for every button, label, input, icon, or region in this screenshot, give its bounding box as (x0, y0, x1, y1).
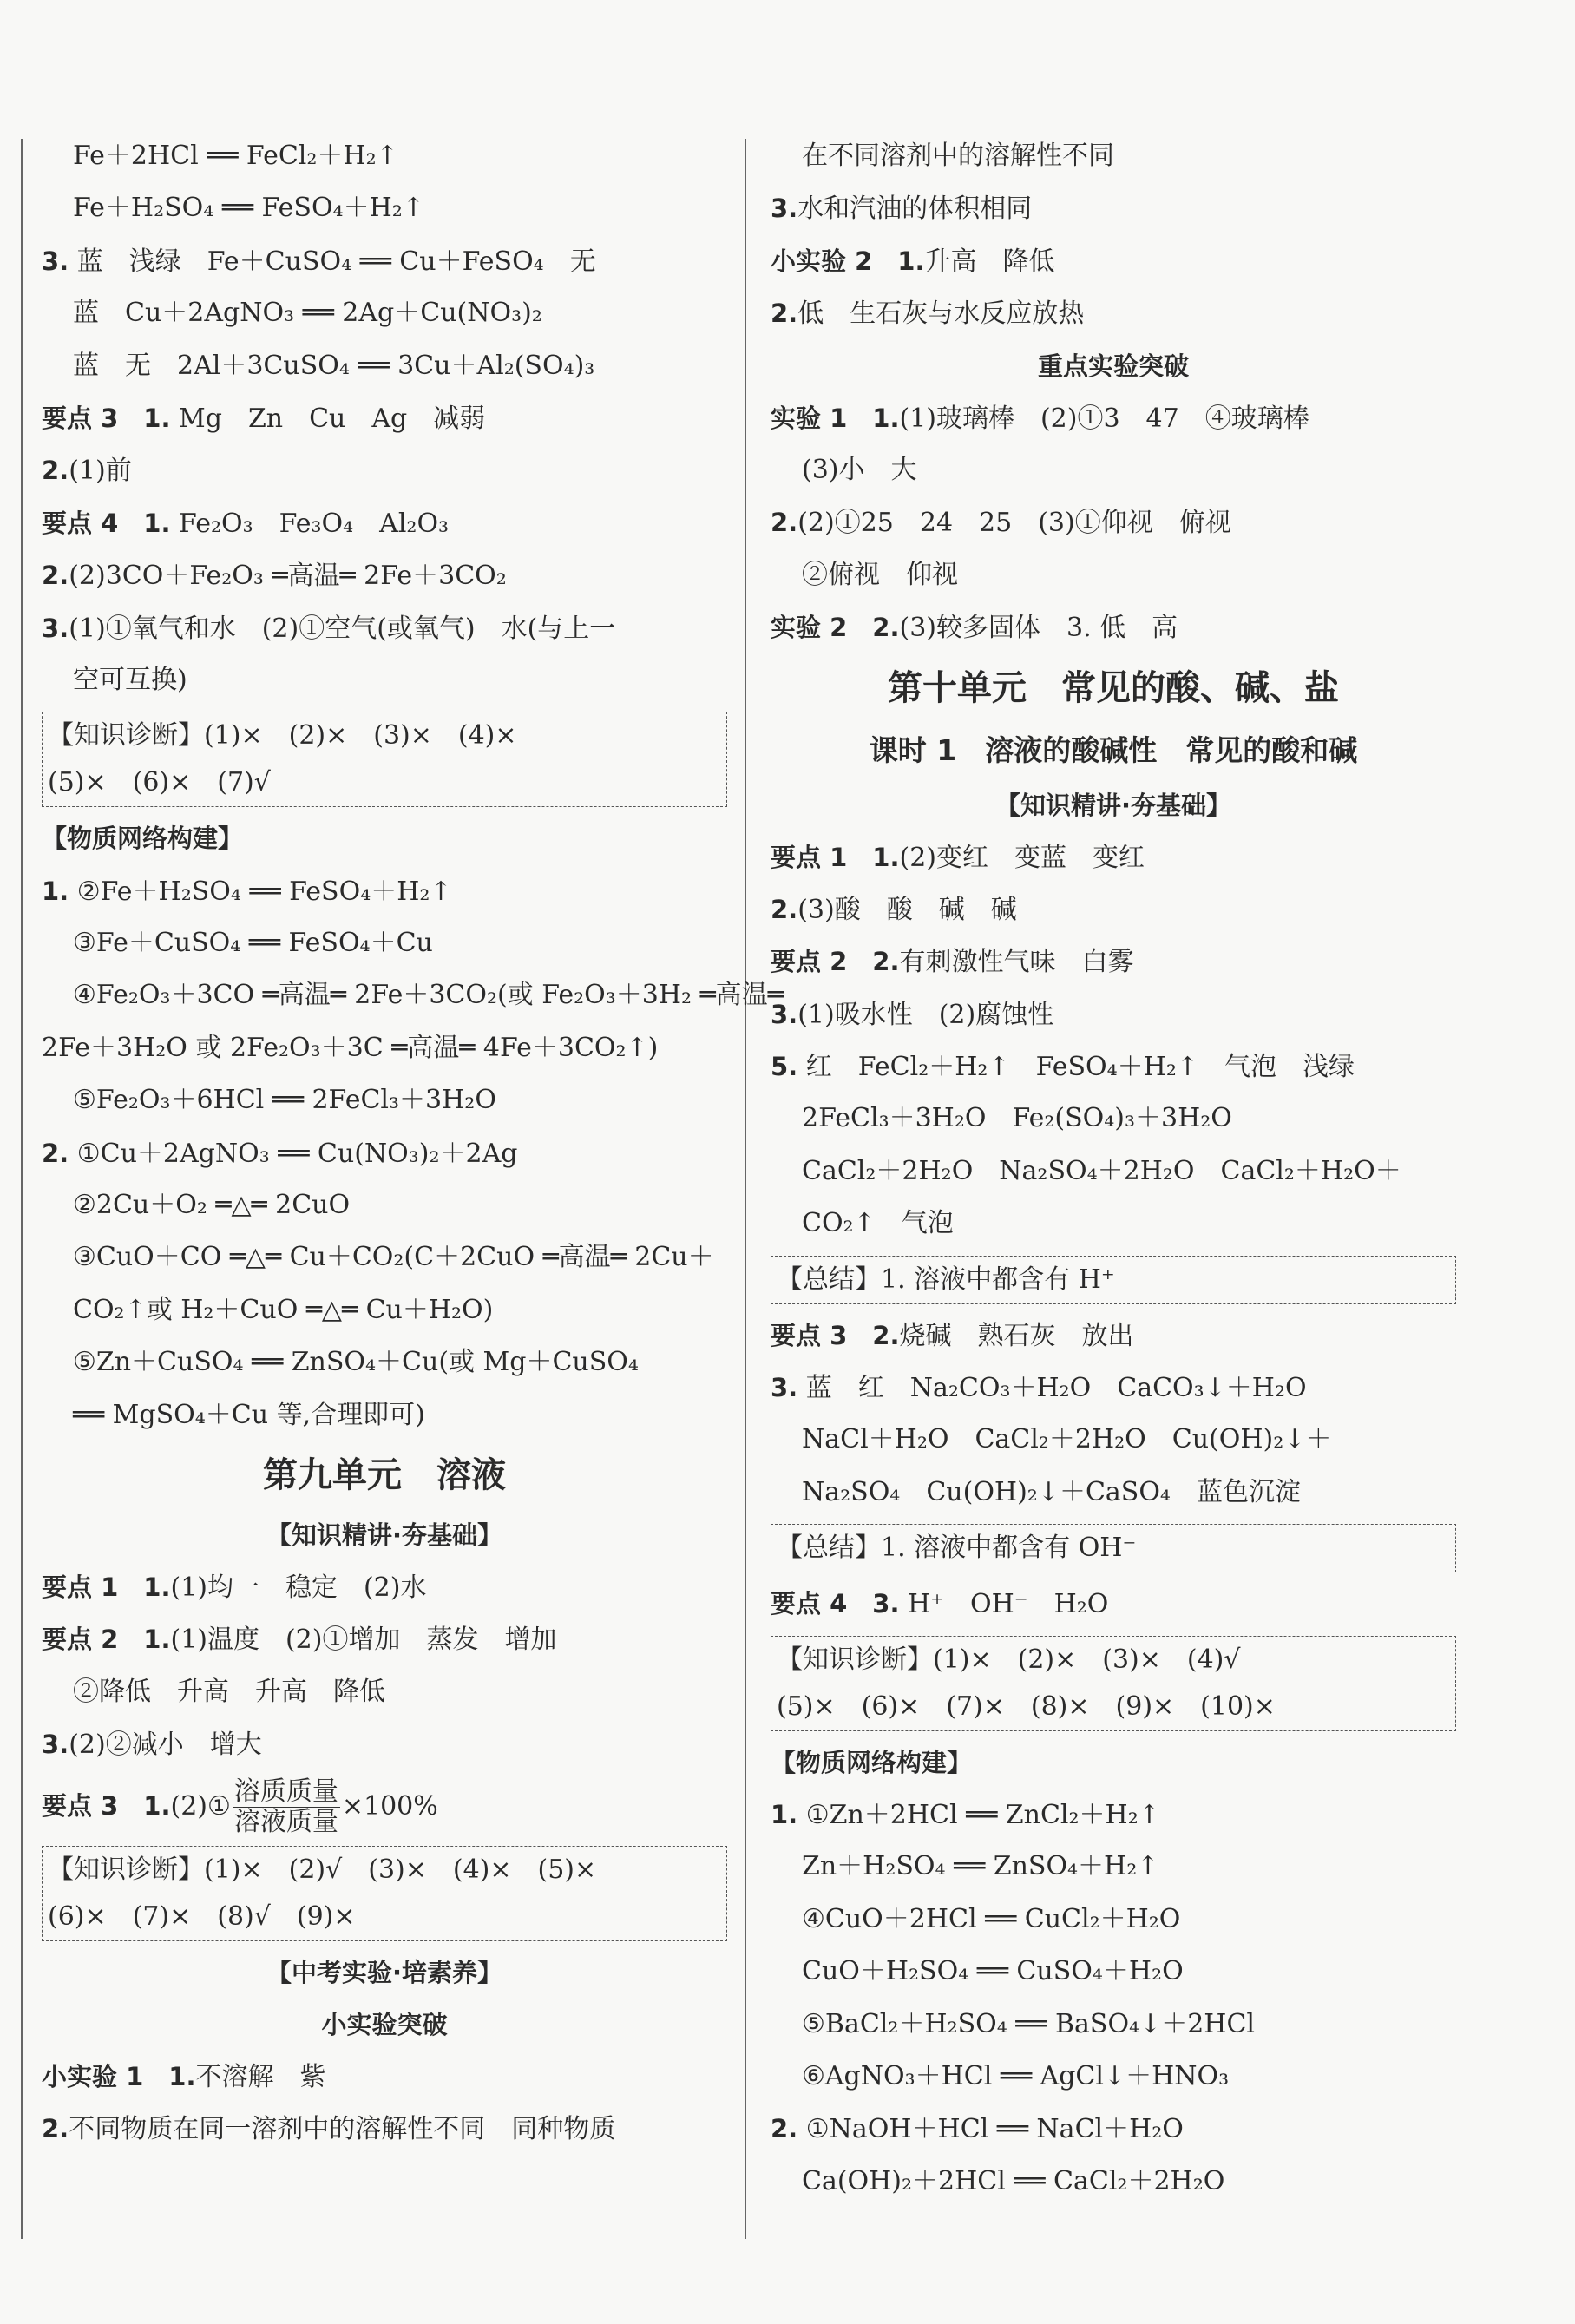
text-line (42, 2103, 727, 2155)
line-text: ②降低 升高 升高 降低 (73, 1676, 385, 1707)
text-line (771, 1093, 1456, 1145)
formula-suffix: ×100% (341, 1790, 438, 1822)
item-label: 要点 4 1. (42, 508, 171, 538)
summary-box (771, 1524, 1456, 1572)
text-line (771, 1894, 1456, 1946)
line-text: 空可互换) (73, 664, 187, 695)
text-line (771, 444, 1456, 496)
line-text: 烧碱 熟石灰 放出 (899, 1320, 1134, 1351)
text-line (42, 2051, 727, 2103)
text-line (42, 444, 727, 496)
section-heading: 【知识精讲·夯基础】 (266, 1520, 503, 1550)
item-label: 3. (42, 1730, 69, 1760)
text-line (42, 1231, 727, 1283)
item-label: 要点 1 1. (42, 1572, 171, 1602)
line-text: Ca(OH)₂＋2HCl ══ CaCl₂＋2H₂O (802, 2165, 1225, 2196)
text-line (42, 1074, 727, 1126)
text-line (42, 812, 727, 864)
line-text: ②俯视 仰视 (802, 559, 958, 590)
item-label: 2. (771, 894, 798, 924)
text-line (42, 1022, 727, 1074)
text-line (771, 1146, 1456, 1198)
text-line (771, 1310, 1456, 1362)
text-line (771, 2051, 1456, 2103)
formula-line (42, 1771, 727, 1841)
item-label: 3. (771, 194, 798, 224)
item-label: 要点 2 1. (42, 1625, 171, 1655)
line-text: Zn＋H₂SO₄ ══ ZnSO₄＋H₂↑ (802, 1851, 1159, 1882)
text-line (771, 1198, 1456, 1250)
item-label: 小实验 1 1. (42, 2061, 196, 2091)
item-label: 要点 3 1. (42, 1790, 171, 1821)
line-text: ══ MgSO₄＋Cu 等,合理即可) (73, 1399, 425, 1430)
item-label: 2. (42, 2113, 69, 2143)
text-line (42, 235, 727, 287)
line-text: ⑤Zn＋CuSO₄ ══ ZnSO₄＋Cu(或 Mg＋CuSO₄ (73, 1347, 639, 1378)
line-text: 蓝 无 2Al＋3CuSO₄ ══ 3Cu＋Al₂(SO₄)₃ (73, 350, 595, 381)
fraction-denominator: 溶液质量 (233, 1807, 338, 1838)
text-line (771, 1736, 1456, 1789)
section-heading: 小实验突破 (321, 2009, 448, 2039)
text-line (42, 1179, 727, 1231)
line-text: Na₂SO₄ Cu(OH)₂↓＋CaSO₄ 蓝色沉淀 (802, 1476, 1301, 1507)
text-line (771, 1841, 1456, 1893)
box-line: 【知识诊断】(1)× (2)× (3)× (4)√ (777, 1644, 1241, 1675)
item-label: 1. (42, 876, 69, 906)
formula-prefix: (2)① (170, 1790, 231, 1822)
text-line (771, 1467, 1456, 1519)
text-line (771, 392, 1456, 444)
text-line (771, 287, 1456, 339)
unit-heading: 第九单元 溶液 (263, 1454, 506, 1495)
line-text: Fe＋2HCl ══ FeCl₂＋H₂↑ (73, 141, 398, 171)
line-text: ①Cu＋2AgNO₃ ══ Cu(NO₃)₂＋2Ag (69, 1138, 518, 1169)
line-text: NaCl＋H₂O CaCl₂＋2H₂O Cu(OH)₂↓＋ (802, 1424, 1332, 1455)
item-label: 3. (42, 246, 69, 276)
text-line (771, 988, 1456, 1041)
text-line (771, 235, 1456, 287)
line-text: 红 FeCl₂＋H₂↑ FeSO₄＋H₂↑ 气泡 浅绿 (797, 1052, 1355, 1083)
text-line (771, 2156, 1456, 2208)
box-line: 【知识诊断】(1)× (2)√ (3)× (4)× (5)× (48, 1854, 597, 1885)
left-column (42, 130, 784, 2155)
item-label: 2. (771, 2114, 798, 2144)
item-label: 【物质网络构建】 (42, 824, 244, 854)
text-line (771, 831, 1456, 883)
summary-box (771, 1256, 1456, 1304)
column-divider (745, 139, 746, 2239)
line-text: ②2Cu＋O₂ ═△═ 2CuO (73, 1190, 351, 1221)
line-text: 蓝 红 Na₂CO₃＋H₂O CaCO₃↓＋H₂O (797, 1373, 1307, 1404)
line-text: 在不同溶剂中的溶解性不同 (802, 141, 1114, 171)
item-label: 要点 3 2. (771, 1320, 900, 1350)
line-text: 2Fe＋3H₂O 或 2Fe₂O₃＋3C ═高温═ 4Fe＋3CO₂↑) (42, 1032, 659, 1063)
text-line (771, 883, 1456, 936)
text-line (42, 1718, 727, 1770)
line-text: Mg Zn Cu Ag 减弱 (170, 403, 486, 434)
text-line (42, 917, 727, 969)
left-margin-rule (21, 139, 23, 2239)
item-label: 小实验 2 1. (771, 246, 925, 276)
item-label: 实验 2 2. (771, 613, 900, 643)
line-text: Fe₂O₃ Fe₃O₄ Al₂O₃ (170, 508, 450, 539)
line-text: (2)3CO＋Fe₂O₃ ═高温═ 2Fe＋3CO₂ (69, 561, 507, 592)
text-line (42, 130, 727, 182)
line-text: (1)吸水性 (2)腐蚀性 (797, 999, 1054, 1030)
text-line (42, 497, 727, 549)
line-text: ①Zn＋2HCl ══ ZnCl₂＋H₂↑ (797, 1799, 1160, 1830)
summary-box (42, 1846, 727, 1941)
line-text: 蓝 Cu＋2AgNO₃ ══ 2Ag＋Cu(NO₃)₂ (73, 298, 542, 329)
line-text: CaCl₂＋2H₂O Na₂SO₄＋2H₂O CaCl₂＋H₂O＋ (802, 1155, 1401, 1186)
item-label: 3. (771, 1373, 798, 1403)
box-line: 【知识诊断】(1)× (2)× (3)× (4)× (48, 720, 517, 752)
section-heading: 【知识精讲·夯基础】 (994, 790, 1232, 820)
section-heading: 重点实验突破 (1037, 351, 1189, 381)
text-line (42, 654, 727, 706)
line-text: ⑥AgNO₃＋HCl ══ AgCl↓＋HNO₃ (802, 2060, 1230, 2091)
item-label: 3. (771, 999, 798, 1029)
text-line (771, 1578, 1456, 1630)
item-label: 3. (42, 613, 69, 643)
unit-heading: 第十单元 常见的酸、碱、盐 (888, 667, 1339, 708)
text-line (42, 392, 727, 444)
line-text: ⑤Fe₂O₃＋6HCl ══ 2FeCl₃＋3H₂O (73, 1085, 496, 1116)
line-text: (1)温度 (2)①增加 蒸发 增加 (170, 1625, 557, 1656)
line-text: 不溶解 紫 (195, 2061, 326, 2092)
item-label: 要点 4 3. (771, 1589, 900, 1619)
line-text: 2FeCl₃＋3H₂O Fe₂(SO₄)₃＋3H₂O (802, 1103, 1232, 1134)
line-text: (3)较多固体 3. 低 高 (899, 613, 1178, 644)
line-text: 低 生石灰与水反应放热 (797, 299, 1085, 330)
line-text: H⁺ OH⁻ H₂O (899, 1589, 1109, 1620)
item-label: 要点 3 1. (42, 403, 171, 433)
text-line (42, 1613, 727, 1665)
line-text: (3)小 大 (802, 454, 917, 485)
line-text: (2)①25 24 25 (3)①仰视 俯视 (797, 508, 1231, 539)
box-line: 【总结】1. 溶液中都含有 OH⁻ (777, 1533, 1137, 1564)
text-line (42, 549, 727, 601)
line-text: CO₂↑ 气泡 (802, 1208, 954, 1239)
text-line (42, 969, 784, 1021)
item-label: 2. (42, 561, 69, 591)
text-line (42, 1127, 727, 1179)
line-text: (1)玻璃棒 (2)①3 47 ④玻璃棒 (899, 403, 1309, 434)
item-label: 5. (771, 1052, 798, 1082)
text-line (771, 601, 1456, 653)
fraction (233, 1777, 340, 1837)
line-text: (1)①氧气和水 (2)①空气(或氧气) 水(与上一 (69, 613, 616, 644)
summary-box (771, 1636, 1456, 1731)
line-text: ③Fe＋CuSO₄ ══ FeSO₄＋Cu (73, 928, 433, 959)
line-text: 不同物质在同一溶剂中的溶解性不同 同种物质 (69, 2113, 616, 2144)
text-line (771, 496, 1456, 548)
text-line (771, 936, 1456, 988)
text-line (42, 340, 727, 392)
text-line (771, 1789, 1456, 1841)
line-text: 升高 降低 (924, 246, 1055, 277)
text-line (771, 1041, 1456, 1093)
line-text: 水和汽油的体积相同 (797, 194, 1033, 225)
box-line: (5)× (6)× (7)× (8)× (9)× (10)× (777, 1690, 1276, 1722)
line-text: Fe＋H₂SO₄ ══ FeSO₄＋H₂↑ (73, 193, 424, 224)
item-label: 要点 2 2. (771, 947, 900, 977)
line-text: ③CuO＋CO ═△═ Cu＋CO₂(C＋2CuO ═高温═ 2Cu＋ (73, 1242, 714, 1273)
text-line (42, 1561, 727, 1613)
lesson-heading: 课时 1 溶液的酸碱性 常见的酸和碱 (869, 732, 1358, 767)
text-line (42, 1389, 727, 1441)
line-text: ⑤BaCl₂＋H₂SO₄ ══ BaSO₄↓＋2HCl (802, 2008, 1255, 2039)
line-text: CO₂↑或 H₂＋CuO ═△═ Cu＋H₂O) (73, 1294, 494, 1325)
item-label: 2. (42, 1138, 69, 1168)
item-label: 【物质网络构建】 (771, 1747, 973, 1777)
line-text: ④CuO＋2HCl ══ CuCl₂＋H₂O (802, 1903, 1181, 1934)
text-line (42, 1284, 727, 1336)
item-label: 要点 1 1. (771, 842, 900, 872)
line-text: (2)②减小 增大 (69, 1730, 262, 1761)
line-text: (1)均一 稳定 (2)水 (170, 1572, 427, 1603)
section-heading: 【中考实验·培素养】 (266, 1957, 503, 1987)
text-line (771, 2103, 1456, 2155)
text-line (42, 602, 727, 654)
line-text: ②Fe＋H₂SO₄ ══ FeSO₄＋H₂↑ (69, 876, 452, 907)
text-line (771, 1946, 1456, 1998)
line-text: (2)变红 变蓝 变红 (899, 842, 1145, 873)
box-line: (6)× (7)× (8)√ (9)× (48, 1901, 356, 1932)
line-text: CuO＋H₂SO₄ ══ CuSO₄＋H₂O (802, 1956, 1184, 1987)
line-text: 有刺激性气味 白雾 (899, 947, 1134, 978)
item-label: 实验 1 1. (771, 403, 900, 433)
item-label: 2. (771, 508, 798, 538)
text-line (42, 287, 727, 339)
text-line (771, 1999, 1456, 2051)
line-text: ①NaOH＋HCl ══ NaCl＋H₂O (797, 2114, 1184, 2145)
box-line: (5)× (6)× (7)√ (48, 767, 271, 798)
text-line (771, 1362, 1456, 1414)
summary-box (42, 712, 727, 807)
line-text: 蓝 浅绿 Fe＋CuSO₄ ══ Cu＋FeSO₄ 无 (69, 246, 596, 277)
text-line (42, 1336, 727, 1388)
item-label: 2. (42, 456, 69, 486)
text-line (42, 865, 727, 917)
line-text: (3)酸 酸 碱 碱 (797, 894, 1017, 925)
text-line (771, 182, 1456, 234)
text-line (771, 549, 1456, 601)
text-line (771, 1414, 1456, 1466)
item-label: 2. (771, 299, 798, 329)
right-column (771, 130, 1456, 2208)
line-text: (1)前 (69, 456, 132, 487)
item-label: 1. (771, 1799, 798, 1829)
text-line (771, 130, 1456, 182)
line-text: ④Fe₂O₃＋3CO ═高温═ 2Fe＋3CO₂(或 Fe₂O₃＋3H₂ ═高温═ (73, 980, 784, 1011)
fraction-numerator: 溶质质量 (233, 1776, 338, 1808)
box-line: 【总结】1. 溶液中都含有 H⁺ (777, 1264, 1115, 1295)
text-line (42, 1666, 727, 1718)
text-line (42, 182, 727, 234)
